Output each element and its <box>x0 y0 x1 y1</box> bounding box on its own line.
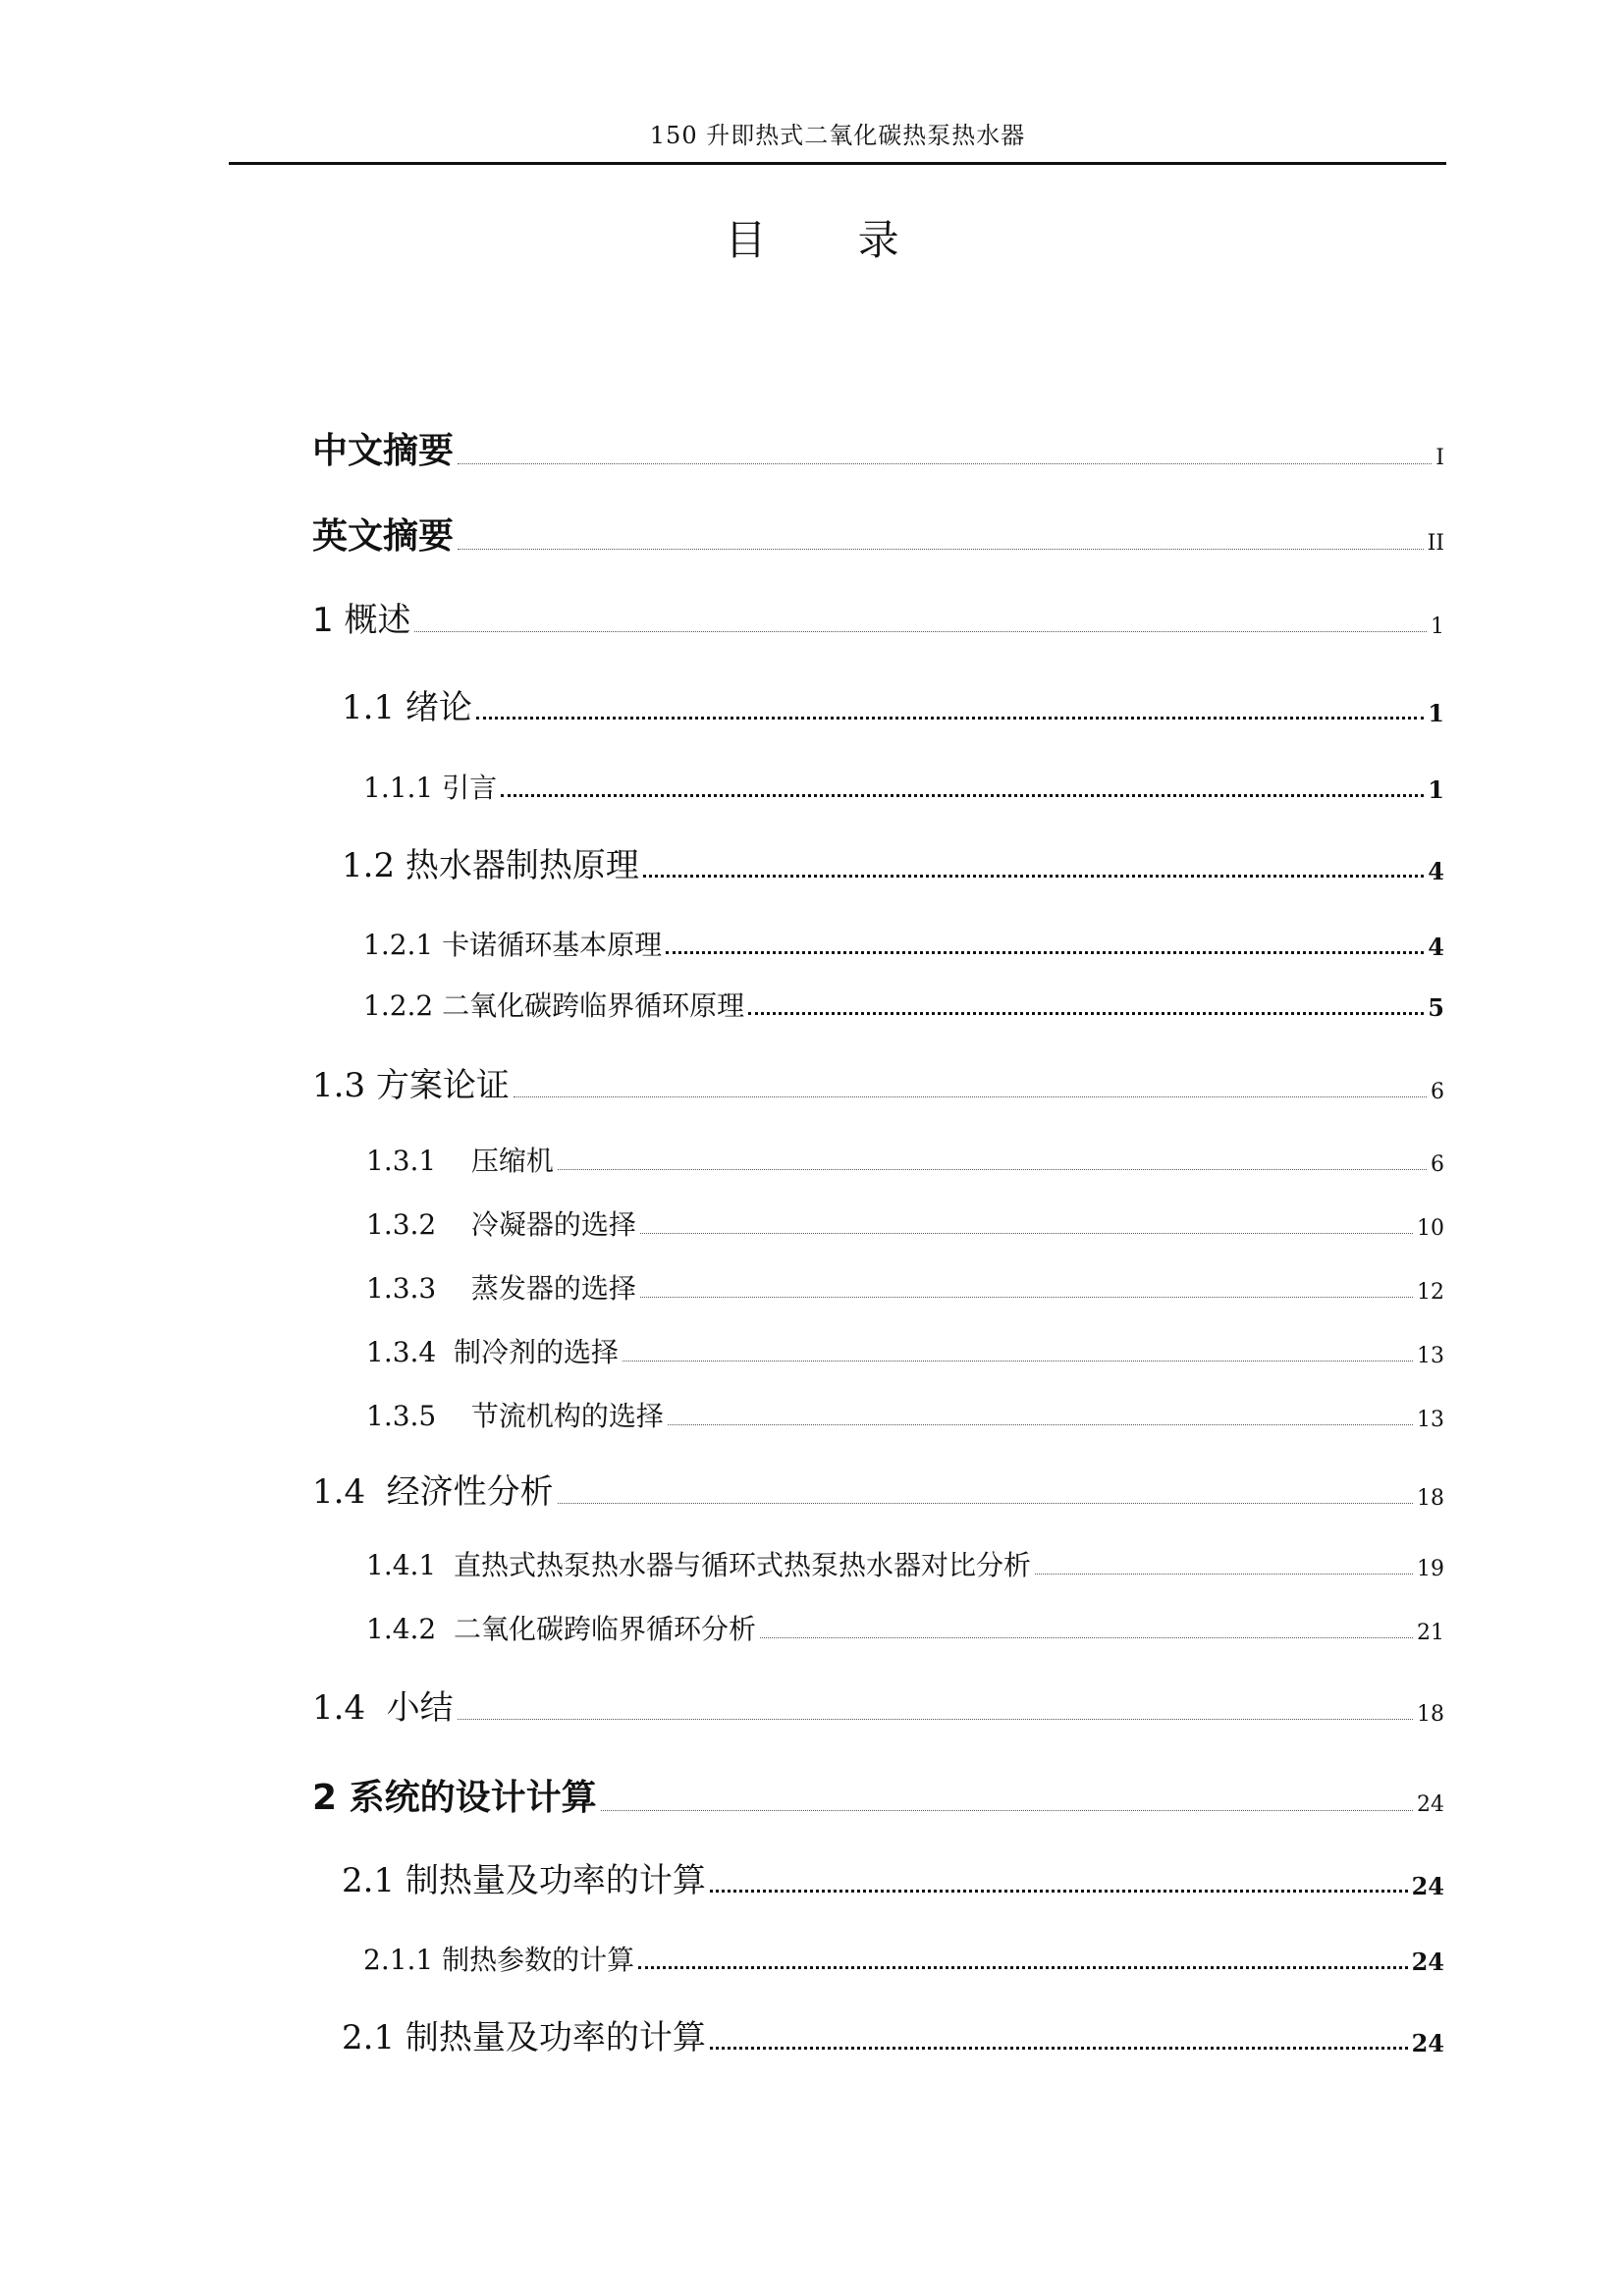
toc-entry-subsection-1-3-4[interactable] <box>366 1338 1444 1368</box>
toc-leader-dots <box>710 1890 1408 1893</box>
toc-entry-chapter-1[interactable] <box>312 603 1444 639</box>
toc-leader-dots <box>710 2047 1408 2050</box>
toc-entry-text: 1.3 方案论证 <box>312 1066 510 1105</box>
toc-entry-text: 1.2.2 二氧化碳跨临界循环原理 <box>363 989 745 1022</box>
toc-leader-dots <box>501 794 1424 797</box>
toc-entry-section-1-3[interactable] <box>312 1068 1444 1104</box>
toc-page-number: 6 <box>1431 1080 1444 1105</box>
toc-entry-subsection-1-3-2[interactable] <box>366 1210 1444 1241</box>
toc-entry-text: 1.4 小结 <box>312 1688 454 1728</box>
toc-entry-text: 中文摘要 <box>312 431 455 471</box>
toc-leader-dots <box>414 631 1427 632</box>
toc-page-number: 13 <box>1417 1407 1444 1432</box>
toc-entry-section-2-1[interactable] <box>342 1863 1444 1899</box>
toc-entry-subsection-1-1-1[interactable] <box>363 774 1444 804</box>
toc-entry-text: 1.1.1 引言 <box>363 772 498 804</box>
toc-entry-subsection-1-4-2[interactable] <box>366 1615 1444 1645</box>
toc-title: 目 录 <box>725 216 939 264</box>
toc-entry-text: 1.4 经济性分析 <box>312 1472 554 1512</box>
toc-entry-text: 2 系统的设计计算 <box>312 1778 597 1818</box>
toc-page-number: I <box>1435 446 1444 471</box>
toc-page-number: 18 <box>1417 1486 1444 1512</box>
toc-leader-dots <box>623 1361 1413 1362</box>
toc-entry-subsection-1-3-5[interactable] <box>366 1402 1444 1432</box>
toc-leader-dots <box>666 951 1424 954</box>
toc-leader-dots <box>638 1966 1407 1969</box>
toc-entry-subsection-2-1-1[interactable] <box>363 1946 1444 1976</box>
toc-entry-text: 1.4.1 直热式热泵热水器与循环式热泵热水器对比分析 <box>366 1549 1032 1581</box>
toc-entry-section-2-1-repeat[interactable] <box>342 2020 1444 2056</box>
toc-entry-text: 1.3.1 压缩机 <box>366 1145 554 1177</box>
toc-leader-dots <box>643 875 1424 878</box>
toc-leader-dots <box>514 1096 1427 1097</box>
header-title: 150 升即热式二氧化碳热泵热水器 <box>649 122 1026 149</box>
toc-entry-text: 1 概述 <box>312 601 411 640</box>
toc-entry-section-1-4[interactable] <box>312 1474 1444 1511</box>
toc-page-number: 6 <box>1431 1151 1444 1177</box>
toc-entry-subsection-1-2-1[interactable] <box>363 931 1444 961</box>
toc-page-number: 4 <box>1428 933 1444 962</box>
toc-entry-text: 1.2.1 卡诺循环基本原理 <box>363 929 663 961</box>
toc-page-number: 19 <box>1417 1556 1444 1581</box>
toc-page-number: 24 <box>1411 1872 1444 1900</box>
toc-entry-chapter-2[interactable] <box>312 1779 1444 1818</box>
toc-entry-subsection-1-2-2[interactable] <box>363 991 1444 1022</box>
toc-page-number: 5 <box>1428 993 1444 1023</box>
toc-leader-dots <box>668 1424 1413 1425</box>
toc-leader-dots <box>476 717 1424 720</box>
toc-entry-text: 1.4.2 二氧化碳跨临界循环分析 <box>366 1613 757 1645</box>
toc-page-number: 21 <box>1417 1620 1444 1645</box>
toc-entry-subsection-1-3-1[interactable] <box>366 1147 1444 1177</box>
toc-page-number: 4 <box>1428 857 1444 885</box>
toc-page-number: 1 <box>1428 775 1444 805</box>
toc-entry-text: 1.3.4 制冷剂的选择 <box>366 1336 620 1368</box>
toc-entry-text: 英文摘要 <box>312 516 455 557</box>
toc-page-number: 18 <box>1417 1702 1444 1728</box>
toc-page-number: II <box>1427 531 1444 557</box>
toc-entry-text: 1.2 热水器制热原理 <box>342 846 639 885</box>
toc-leader-dots <box>601 1810 1413 1811</box>
toc-leader-dots <box>558 1503 1413 1504</box>
toc-page-number: 24 <box>1411 1948 1444 1977</box>
toc-entry-text: 2.1 制热量及功率的计算 <box>342 1861 706 1900</box>
toc-entry-text: 2.1 制热量及功率的计算 <box>342 2018 706 2057</box>
toc-page-number: 1 <box>1428 699 1444 727</box>
toc-leader-dots <box>640 1233 1413 1234</box>
toc-leader-dots <box>458 463 1432 464</box>
toc-page-number: 10 <box>1417 1215 1444 1241</box>
page-header <box>229 106 1446 165</box>
toc-entry-text: 1.3.2 冷凝器的选择 <box>366 1208 636 1241</box>
toc-entry-abstract-cn[interactable] <box>312 432 1444 471</box>
toc-leader-dots <box>558 1169 1427 1170</box>
toc-entry-subsection-1-4-1[interactable] <box>366 1551 1444 1581</box>
toc-entry-section-1-2[interactable] <box>342 848 1444 884</box>
toc-entry-text: 2.1.1 制热参数的计算 <box>363 1944 635 1976</box>
toc-leader-dots <box>1035 1574 1413 1575</box>
toc-page-number: 24 <box>1417 1792 1444 1818</box>
toc-entry-abstract-en[interactable] <box>312 517 1444 557</box>
toc-entry-section-1-4-summary[interactable] <box>312 1690 1444 1727</box>
toc-leader-dots <box>458 549 1424 550</box>
toc-entry-text: 1.3.5 节流机构的选择 <box>366 1400 664 1432</box>
toc-page-number: 13 <box>1417 1343 1444 1368</box>
toc-leader-dots <box>640 1297 1413 1298</box>
toc-page-number: 12 <box>1417 1279 1444 1305</box>
toc-leader-dots <box>748 1012 1424 1015</box>
toc-leader-dots <box>458 1719 1413 1720</box>
toc-entry-section-1-1[interactable] <box>342 690 1444 726</box>
toc-entry-subsection-1-3-3[interactable] <box>366 1274 1444 1305</box>
toc-leader-dots <box>760 1637 1413 1638</box>
toc-entry-text: 1.1 绪论 <box>342 688 472 727</box>
toc-entry-text: 1.3.3 蒸发器的选择 <box>366 1272 636 1305</box>
toc-page-number: 1 <box>1431 614 1444 640</box>
toc-page-number: 24 <box>1411 2029 1444 2057</box>
